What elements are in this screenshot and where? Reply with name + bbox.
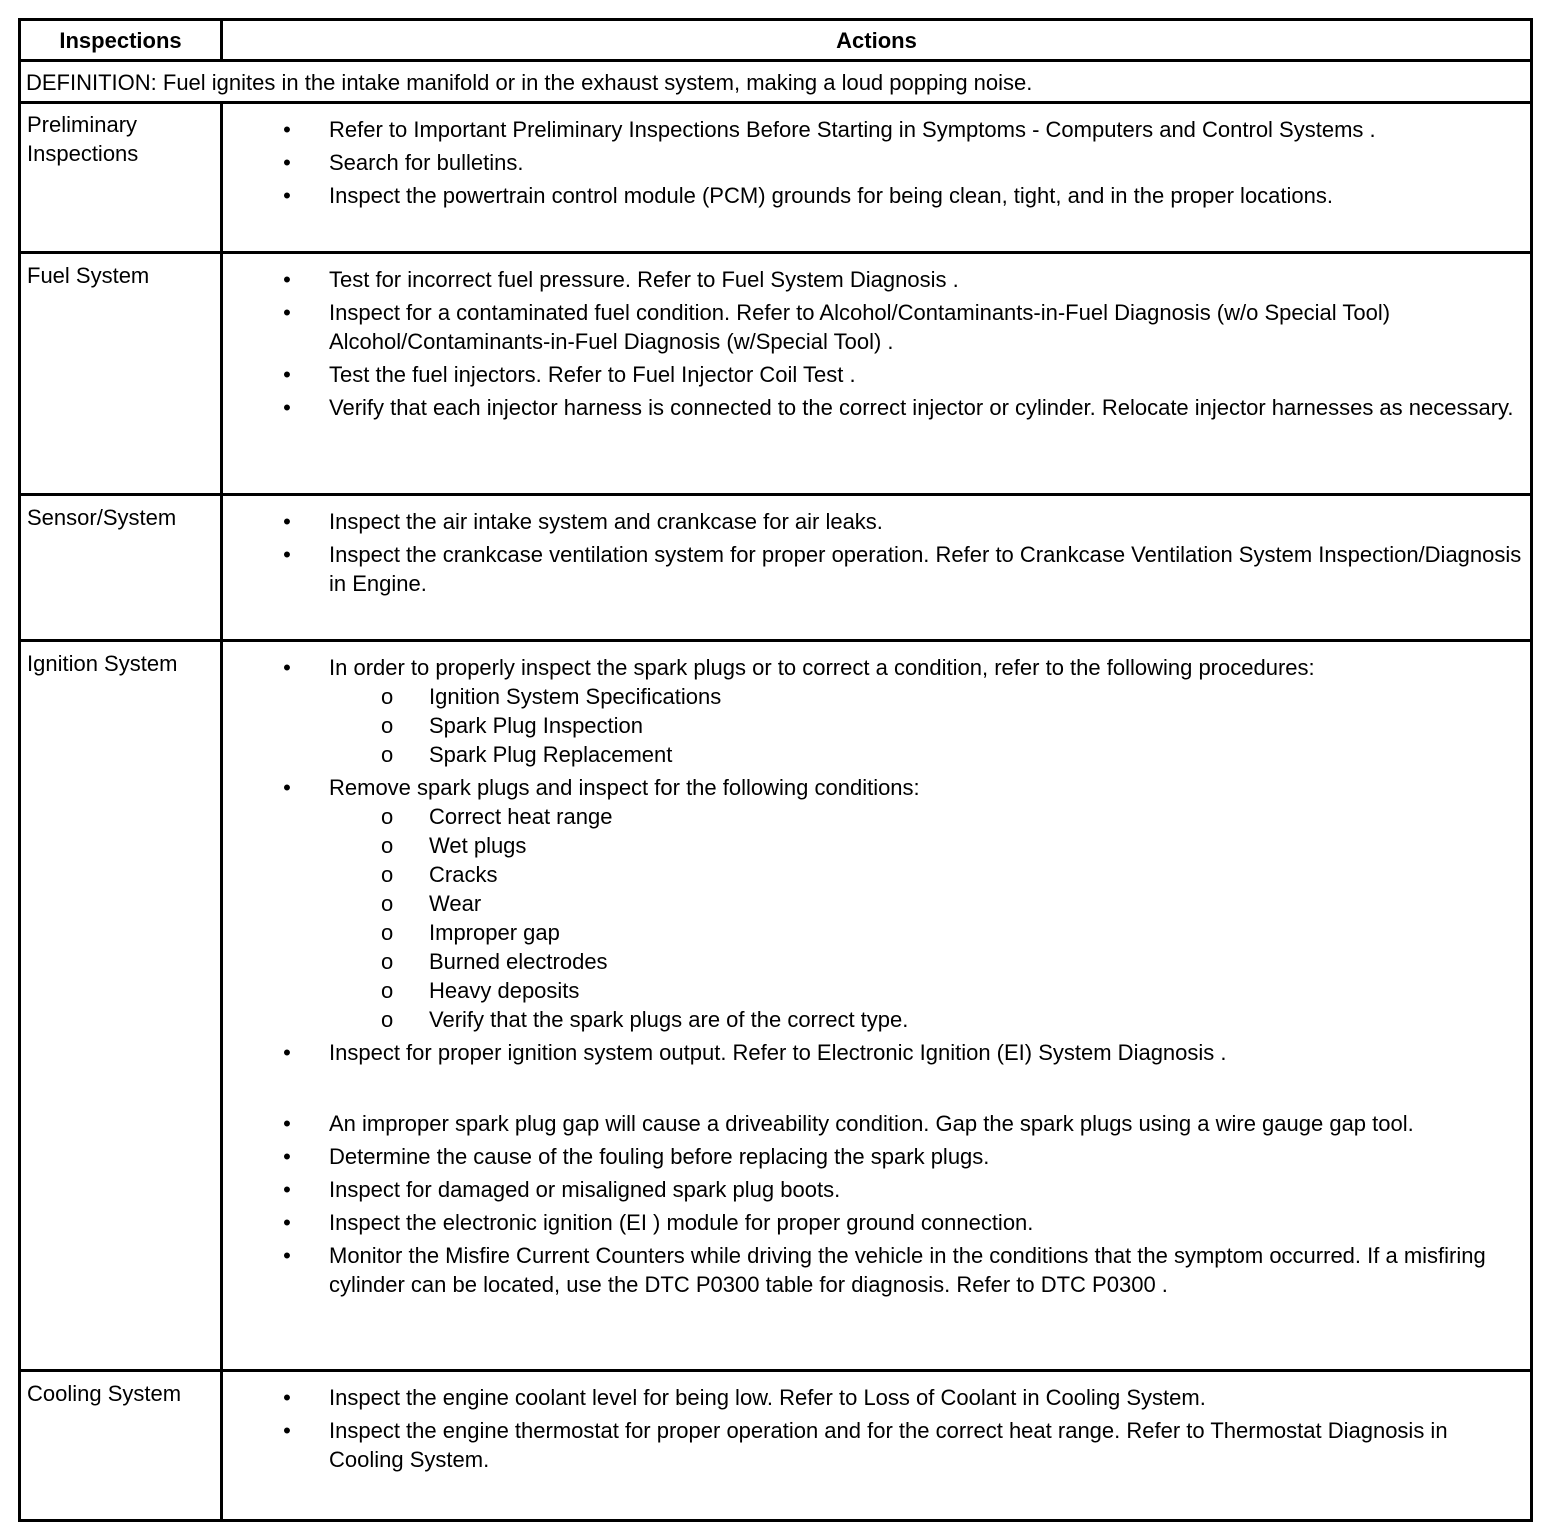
sub-list-item: o Wet plugs (381, 833, 527, 858)
row-label-sensor: Sensor/System (27, 505, 177, 530)
list-item: • Test for incorrect fuel pressure. Refer to Fuel System Diagnosis . (283, 267, 959, 292)
list-item: • Inspect for damaged or misaligned spark plug boots. (283, 1177, 841, 1202)
list-item: • Inspect the engine coolant level for being low. Refer to Loss of Coolant in Cooling System. (283, 1385, 1206, 1410)
sub-list-item: o Cracks (381, 862, 498, 887)
list-item: • Inspect for a contaminated fuel condition. Refer to Alcohol/Contaminants-in-Fuel Diagnosis (w/o Special Tool) Alcohol/Contaminants-in-Fuel Diagnosis (w/Special Tool) . (283, 300, 1391, 354)
inspection-table (18, 18, 1533, 1522)
definition-text: DEFINITION: Fuel ignites in the intake manifold or in the exhaust system, making a loud popping noise. (26, 70, 1033, 95)
row-label-cooling: Cooling System (27, 1381, 182, 1406)
rule-definition (21, 101, 1530, 104)
rule-preliminary (21, 251, 1530, 254)
sub-list-item: o Burned electrodes (381, 949, 608, 974)
list-item: • Inspect the powertrain control module (PCM) grounds for being clean, tight, and in the proper locations. (283, 183, 1333, 208)
list-item: • Test the fuel injectors. Refer to Fuel Injector Coil Test . (283, 362, 856, 387)
row-label-preliminary: Preliminary Inspections (27, 112, 139, 166)
list-item: • Monitor the Misfire Current Counters while driving the vehicle in the conditions that the symptom occurred. If a misfiring cylinder can be located, use the DTC P0300 table for diagnosis. Refer to DTC P0300 . (283, 1243, 1486, 1297)
list-item: • Refer to Important Preliminary Inspections Before Starting in Symptoms - Computers and Control Systems . (283, 117, 1376, 142)
rule-header (21, 59, 1530, 62)
rule-ignition (21, 1369, 1530, 1372)
list-item: • Inspect the air intake system and crankcase for air leaks. (283, 509, 883, 534)
row-label-fuel: Fuel System (27, 263, 150, 288)
list-item: • In order to properly inspect the spark plugs or to correct a condition, refer to the following procedures: o Ignition System Specifications o Spark Plug Inspection o Spark Plug Replacement (279, 653, 1524, 769)
list-item: • Determine the cause of the fouling before replacing the spark plugs. (283, 1144, 990, 1169)
row-label-ignition: Ignition System (27, 651, 178, 676)
sub-list-item: o Verify that the spark plugs are of the correct type. (381, 1007, 909, 1032)
header-inspections: Inspections (59, 28, 182, 53)
sub-list-item: o Spark Plug Inspection (381, 713, 644, 738)
column-divider-body (220, 101, 223, 1522)
actions-cooling (279, 1383, 1524, 1478)
sub-list-item: o Improper gap (381, 920, 560, 945)
sub-list-item: o Heavy deposits (381, 978, 580, 1003)
list-item: • Inspect the engine thermostat for proper operation and for the correct heat range. Refer to Thermostat Diagnosis in Cooling System. (283, 1418, 1448, 1472)
list-item: • Remove spark plugs and inspect for the following conditions: o Correct heat range o Wet plugs o Cracks o Wear o Improper gap o Burned electrodes o Heavy deposits o Verify that the spark plugs are of the correct type. (279, 773, 1524, 1034)
sub-list-item: o Spark Plug Replacement (381, 742, 673, 767)
rule-fuel (21, 493, 1530, 496)
actions-fuel (279, 265, 1524, 426)
actions-ignition (279, 653, 1524, 1303)
rule-sensor (21, 639, 1530, 642)
sub-list-item: o Ignition System Specifications (381, 684, 722, 709)
actions-sensor (279, 507, 1524, 602)
sub-list-item: o Correct heat range (381, 804, 613, 829)
actions-preliminary (279, 115, 1524, 214)
list-item: • An improper spark plug gap will cause a driveability condition. Gap the spark plugs using a wire gauge gap tool. (283, 1111, 1414, 1136)
list-item: • Inspect the electronic ignition (EI ) module for proper ground connection. (283, 1210, 1034, 1235)
sub-list-item: o Wear (381, 891, 482, 916)
list-item: • Verify that each injector harness is connected to the correct injector or cylinder. Relocate injector harnesses as necessary. (283, 395, 1514, 420)
list-item: • Inspect for proper ignition system output. Refer to Electronic Ignition (EI) System Diagnosis . (283, 1040, 1227, 1065)
header-actions: Actions (836, 28, 917, 53)
list-item: • Search for bulletins. (283, 150, 524, 175)
list-item: • Inspect the crankcase ventilation system for proper operation. Refer to Crankcase Ventilation System Inspection/Diagnosis in Engine. (283, 542, 1522, 596)
